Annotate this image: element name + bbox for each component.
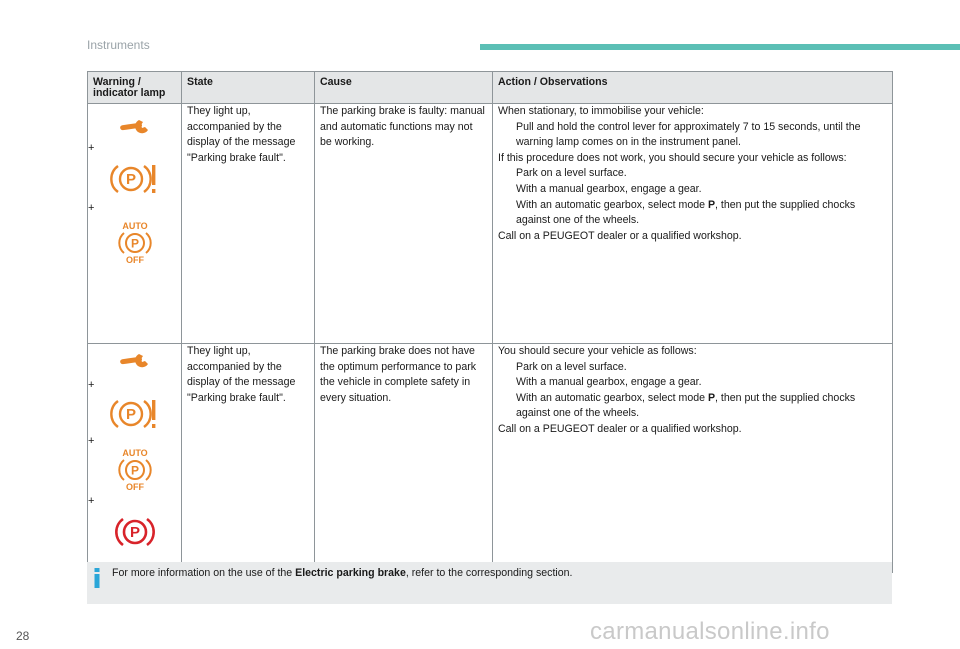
header-cause: Cause	[315, 72, 493, 104]
action-outro: Call on a PEUGEOT dealer or a qualified workshop.	[498, 422, 742, 435]
p-letter: P	[130, 236, 139, 251]
header-state: State	[182, 72, 315, 104]
bullet-text: With a manual gearbox, engage a gear.	[516, 182, 702, 195]
info-text-post: , refer to the corresponding section.	[405, 567, 573, 579]
action-intro: When stationary, to immobilise your vehicle:	[498, 105, 704, 117]
section-accent-bar	[480, 44, 960, 50]
page-number: 28	[16, 629, 30, 643]
state-cell: They light up, accompanied by the display of the message "Parking brake fault".	[182, 104, 315, 344]
bullet-text-pre: With an automatic gearbox, select mode	[516, 391, 708, 404]
state-cell: They light up, accompanied by the display of the message "Parking brake fault".	[182, 344, 315, 573]
warning-lamps-table	[87, 71, 893, 573]
action-cell	[493, 104, 893, 344]
lamp-icons-cell	[88, 104, 182, 344]
parking-brake-fault-icon	[110, 162, 160, 196]
action-bullet	[498, 182, 887, 198]
plus-sign: +	[88, 495, 95, 507]
table-header-row	[88, 72, 893, 104]
bullet-text-pre: With an automatic gearbox, select mode	[516, 198, 708, 211]
action-bullet	[498, 360, 887, 376]
header-warning-lamp: Warning / indicator lamp	[88, 72, 182, 104]
off-label: OFF	[125, 255, 144, 264]
action-bullet	[498, 375, 887, 391]
parking-brake-fault-icon	[110, 397, 160, 431]
info-text	[112, 567, 573, 579]
bullet-text-bold: P	[707, 391, 716, 404]
p-letter: P	[125, 171, 136, 188]
table-row	[88, 104, 893, 344]
section-title: Instruments	[87, 38, 150, 52]
cause-cell: The parking brake is faulty: manual and automatic functions may not be working.	[315, 104, 493, 344]
bullet-text: Pull and hold the control lever for approximately 7 to 15 seconds, until the warning lamp comes on in the instrument panel.	[516, 120, 861, 149]
auto-parking-off-icon	[115, 220, 155, 264]
cause-cell: The parking brake does not have the optimum performance to park the vehicle in complete safety in every situation.	[315, 344, 493, 573]
action-bullet	[498, 120, 887, 151]
bullet-text-bold: P	[707, 198, 716, 211]
wrench-icon	[117, 348, 153, 370]
action-bullet	[498, 391, 887, 422]
info-text-pre: For more information on the use of the	[112, 567, 296, 579]
bullet-text-post: , then put the supplied chocks against one of the wheels.	[516, 198, 856, 227]
plus-sign: +	[88, 202, 95, 214]
watermark: carmanualsonline.info	[590, 618, 830, 645]
table-row	[88, 344, 893, 573]
auto-label: AUTO	[121, 448, 148, 458]
action-cell	[493, 344, 893, 573]
info-icon	[93, 568, 101, 588]
info-text-bold[interactable]: Electric parking brake	[295, 567, 406, 579]
bullet-text: Park on a level surface.	[516, 360, 627, 373]
off-label: OFF	[125, 482, 144, 491]
bullet-text: Park on a level surface.	[516, 167, 627, 180]
auto-label: AUTO	[121, 221, 148, 231]
action-outro: Call on a PEUGEOT dealer or a qualified workshop.	[498, 229, 742, 242]
p-letter: P	[129, 524, 140, 541]
lamp-icons-cell	[88, 344, 182, 573]
info-box	[87, 562, 892, 604]
parking-brake-red-icon	[115, 515, 155, 549]
p-letter: P	[130, 463, 139, 478]
plus-sign: +	[88, 435, 95, 447]
header-action: Action / Observations	[493, 72, 893, 104]
p-letter: P	[125, 406, 136, 423]
action-bullet	[498, 166, 887, 182]
plus-sign: +	[88, 379, 95, 391]
bullet-text-post: , then put the supplied chocks against one of the wheels.	[516, 391, 856, 420]
action-intro: You should secure your vehicle as follows:	[498, 345, 697, 357]
wrench-icon	[117, 114, 153, 136]
action-middle: If this procedure does not work, you should secure your vehicle as follows:	[498, 151, 847, 164]
auto-parking-off-icon	[115, 447, 155, 491]
plus-sign: +	[88, 142, 95, 154]
bullet-text: With a manual gearbox, engage a gear.	[516, 376, 702, 389]
action-bullet	[498, 198, 887, 229]
